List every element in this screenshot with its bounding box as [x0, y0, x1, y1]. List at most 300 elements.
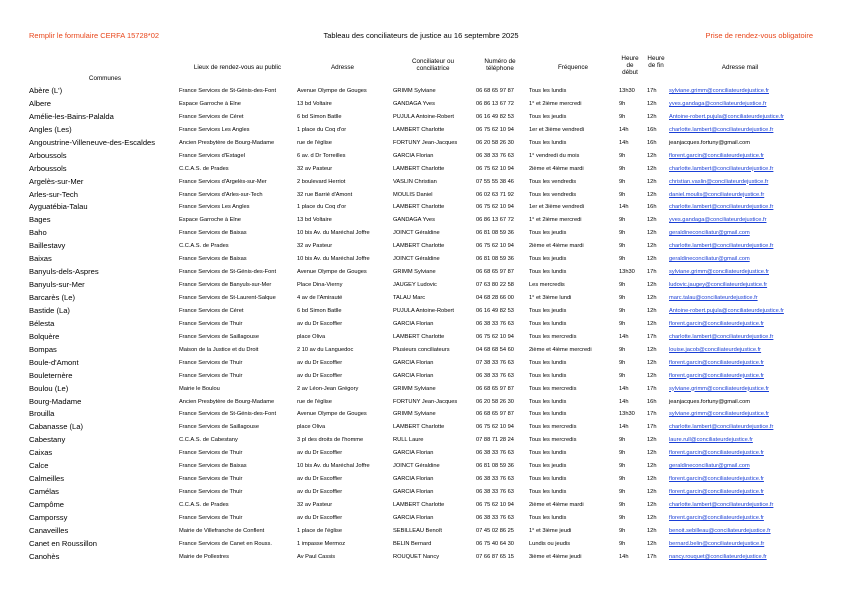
- conciliateur-cell: GARCIA Florian: [393, 372, 434, 379]
- commune-cell: Campôme: [29, 500, 65, 509]
- adresse-cell: av du Dr Escoffier: [297, 450, 343, 457]
- lieu-cell: France Services Les Angles: [179, 126, 250, 133]
- conciliateur-cell: TALAU Marc: [393, 295, 426, 301]
- frequence-cell: Tous les mercredis: [529, 424, 577, 431]
- heure-fin-cell: 12h: [647, 359, 657, 366]
- table-row: [0, 408, 842, 421]
- telephone-cell: 06 16 49 82 53: [476, 113, 514, 120]
- adresse-cell: 1 place du Coq d'or: [297, 126, 347, 133]
- table-row: [0, 551, 842, 564]
- lieu-cell: Maison de la Justice et du Droit: [179, 346, 259, 353]
- adresse-cell: Av Paul Cassis: [297, 553, 336, 560]
- header-adresse: Adresse: [330, 64, 355, 71]
- commune-cell: Banyuls-sur-Mer: [29, 280, 85, 290]
- adresse-cell: 1 impasse Mermoz: [297, 540, 346, 547]
- email-link[interactable]: yves.gandaga@conciliateurdejustice.fr: [669, 217, 767, 224]
- email-link[interactable]: florent.garcin@conciliateurdejustice.fr: [669, 320, 764, 327]
- heure-debut-cell: 9h: [619, 100, 626, 107]
- heure-debut-cell: 9h: [619, 450, 626, 457]
- email-link[interactable]: charlotte.lambert@conciliateurdejustice.fr: [669, 126, 774, 133]
- email-link[interactable]: ludovic.jaugey@conciliateurdejustice.fr: [669, 282, 768, 289]
- heure-fin-cell: 12h: [647, 372, 657, 379]
- email-link[interactable]: sylviane.grimm@conciliateurdejustice.fr: [669, 385, 769, 392]
- telephone-cell: 07 63 80 22 58: [476, 282, 514, 289]
- email-link[interactable]: florent.garcin@conciliateurdejustice.fr: [669, 476, 764, 483]
- table-row: [0, 383, 842, 396]
- heure-debut-cell: 9h: [619, 359, 626, 366]
- heure-fin-cell: 12h: [647, 100, 657, 107]
- email-link[interactable]: christian.vaslin@conciliateurdejustice.fr: [669, 178, 769, 185]
- table-row: [0, 460, 842, 473]
- frequence-cell: Tous les lundis: [529, 139, 567, 146]
- commune-cell: Caixas: [29, 448, 53, 458]
- frequence-cell: 1° vendredi du mois: [529, 152, 580, 159]
- conciliateur-cell: LAMBERT Charlotte: [393, 424, 445, 431]
- commune-cell: Bourg-Madame: [29, 396, 82, 406]
- adresse-cell: 32 rue Barrié d'Amont: [297, 191, 353, 198]
- heure-fin-cell: 12h: [647, 152, 657, 159]
- table-row: [0, 486, 842, 499]
- heure-debut-cell: 9h: [619, 307, 626, 314]
- email-link[interactable]: Antoine-robert.pujula@conciliateurdejustice.fr: [669, 307, 784, 314]
- adresse-cell: 13 bd Voltaire: [297, 100, 332, 107]
- frequence-cell: Tous les jeudis: [529, 230, 567, 237]
- conciliateur-cell: RULL Laure: [393, 437, 424, 444]
- table-row: [0, 98, 842, 111]
- telephone-cell: 06 38 33 76 63: [476, 372, 514, 379]
- conciliateur-cell: VASLIN Christian: [393, 178, 437, 185]
- table-row: [0, 176, 842, 189]
- cerfa-form-link[interactable]: Remplir le formulaire CERFA 15728*02: [29, 31, 160, 40]
- heure-fin-cell: 17h: [647, 269, 657, 276]
- table-row: [0, 512, 842, 525]
- conciliateur-cell: LAMBERT Charlotte: [393, 165, 445, 172]
- commune-cell: Baillestavy: [29, 241, 66, 251]
- adresse-cell: 32 av Pasteur: [297, 165, 333, 172]
- table-row: [0, 396, 842, 409]
- heure-debut-cell: 9h: [619, 217, 626, 224]
- telephone-cell: 06 38 33 76 63: [476, 320, 514, 327]
- heure-debut-cell: 9h: [619, 320, 626, 327]
- email-link[interactable]: florent.garcin@conciliateurdejustice.fr: [669, 489, 764, 496]
- heure-fin-cell: 16h: [647, 126, 657, 133]
- table-row: [0, 318, 842, 331]
- email-link[interactable]: charlotte.lambert@conciliateurdejustice.fr: [669, 502, 774, 508]
- table-body: [0, 85, 842, 564]
- telephone-cell: 06 20 58 26 30: [476, 398, 514, 405]
- table-row: [0, 525, 842, 538]
- adresse-cell: Avenue Olympe de Gouges: [297, 411, 367, 418]
- table-row: [0, 163, 842, 176]
- telephone-cell: 07 66 87 65 15: [476, 553, 514, 560]
- commune-cell: Boulou (Le): [29, 383, 69, 393]
- heure-debut-cell: 9h: [619, 540, 626, 547]
- email-link[interactable]: benoit.sebilleau@conciliateurdejustice.fr: [669, 527, 771, 534]
- email-link[interactable]: florent.garcin@conciliateurdejustice.fr: [669, 359, 764, 366]
- lieu-cell: France Services d'Arles-sur-Tech: [179, 191, 263, 198]
- email-link[interactable]: bernard.belin@conciliateurdejustice.fr: [669, 540, 765, 547]
- adresse-cell: 6 bd Simon Batlle: [297, 113, 342, 120]
- heure-fin-cell: 12h: [647, 113, 657, 120]
- commune-cell: Bouleternère: [29, 370, 73, 380]
- email-link[interactable]: laure.rull@conciliateurdejustice.fr: [669, 437, 753, 444]
- frequence-cell: Tous les lundis: [529, 320, 567, 327]
- table-row: [0, 279, 842, 292]
- lieu-cell: France Services de Thuir: [179, 450, 243, 457]
- heure-fin-cell: 12h: [647, 165, 657, 172]
- table-header: [0, 55, 842, 85]
- adresse-cell: 2 av Léon-Jean Grégory: [297, 385, 359, 392]
- commune-cell: Calce: [29, 461, 49, 471]
- heure-debut-cell: 9h: [619, 113, 626, 120]
- heure-debut-cell: 14h: [619, 333, 629, 340]
- frequence-cell: Tous les mercredis: [529, 437, 577, 444]
- telephone-cell: 06 75 62 10 94: [476, 243, 514, 250]
- commune-cell: Amélie-les-Bains-Palalda: [29, 111, 114, 121]
- heure-fin-cell: 17h: [647, 385, 657, 392]
- conciliateur-cell: FORTUNY Jean-Jacques: [393, 398, 458, 405]
- commune-cell: Albere: [29, 98, 51, 108]
- header-frequence: Fréquence: [557, 64, 589, 71]
- table-row: [0, 447, 842, 460]
- lieu-cell: France Services de Baixas: [179, 230, 247, 237]
- lieu-cell: France Services Les Angles: [179, 204, 250, 211]
- heure-debut-cell: 9h: [619, 243, 626, 250]
- table-row: [0, 266, 842, 279]
- header-conciliateur: Conciliateur ou conciliatrice: [411, 58, 454, 72]
- adresse-cell: 10 bis Av. du Maréchal Joffre: [297, 463, 370, 470]
- telephone-cell: 06 75 40 64 30: [476, 540, 514, 547]
- lieu-cell: France Services de Thuir: [179, 489, 243, 496]
- email-link[interactable]: yves.gandaga@conciliateurdejustice.fr: [669, 100, 767, 107]
- adresse-cell: rue de l'église: [297, 139, 332, 146]
- appointment-notice-link[interactable]: Prise de rendez-vous obligatoire: [705, 31, 813, 40]
- table-row: [0, 499, 842, 512]
- adresse-cell: rue de l'église: [297, 398, 332, 405]
- heure-fin-cell: 12h: [647, 346, 657, 353]
- frequence-cell: Lundis ou jeudis: [529, 540, 571, 547]
- conciliateur-cell: GARCIA Florian: [393, 489, 434, 496]
- lieu-cell: Mairie de Pollestres: [179, 553, 229, 560]
- heure-fin-cell: 12h: [647, 450, 657, 457]
- frequence-cell: 3ième et 4ième jeudi: [529, 553, 582, 560]
- lieu-cell: France Services d'Estagel: [179, 152, 245, 159]
- lieu-cell: Mairie de Villefranche de Conflent: [179, 527, 265, 534]
- table-row: [0, 201, 842, 214]
- frequence-cell: Tous les mercredis: [529, 385, 577, 392]
- heure-debut-cell: 9h: [619, 489, 626, 496]
- conciliateur-cell: Plusieurs conciliateurs: [393, 346, 450, 353]
- frequence-cell: Les mercredis: [529, 282, 565, 289]
- telephone-cell: 06 75 62 10 94: [476, 502, 514, 508]
- frequence-cell: Tous les lundis: [529, 514, 567, 521]
- telephone-cell: 06 38 33 76 63: [476, 514, 514, 521]
- adresse-cell: place Oliva: [297, 424, 326, 431]
- conciliateur-cell: GRIMM Sylviane: [393, 269, 436, 276]
- lieu-cell: C.C.A.S. de Prades: [179, 502, 229, 508]
- heure-fin-cell: 17h: [647, 333, 657, 340]
- conciliateur-cell: PUJULA Antoine-Robert: [393, 113, 455, 120]
- table-row: [0, 137, 842, 150]
- email-link[interactable]: charlotte.lambert@conciliateurdejustice.fr: [669, 424, 774, 431]
- frequence-cell: 2ième et 4ième mercredi: [529, 346, 592, 353]
- email-link[interactable]: geraldineconciliatur@gmail.com: [669, 463, 750, 470]
- adresse-cell: 32 av Pasteur: [297, 502, 333, 508]
- lieu-cell: France Services de Thuir: [179, 514, 243, 521]
- heure-debut-cell: 9h: [619, 463, 626, 470]
- heure-debut-cell: 9h: [619, 191, 626, 198]
- table-row: [0, 214, 842, 227]
- email-link[interactable]: florent.garcin@conciliateurdejustice.fr: [669, 514, 764, 521]
- lieu-cell: France Services de Thuir: [179, 359, 243, 366]
- conciliateur-cell: LAMBERT Charlotte: [393, 126, 445, 133]
- email-link[interactable]: daniel.moulis@conciliateurdejustice.fr: [669, 191, 765, 198]
- email-link[interactable]: sylviane.grimm@conciliateurdejustice.fr: [669, 269, 769, 276]
- heure-fin-cell: 12h: [647, 282, 657, 289]
- adresse-cell: 32 av Pasteur: [297, 243, 333, 250]
- heure-debut-cell: 9h: [619, 476, 626, 483]
- header-heure-fin: Heure de fin: [647, 55, 665, 69]
- conciliateur-cell: LAMBERT Charlotte: [393, 333, 445, 340]
- heure-fin-cell: 12h: [647, 320, 657, 327]
- heure-fin-cell: 17h: [647, 88, 657, 94]
- email-link[interactable]: geraldineconciliatur@gmail.com: [669, 256, 750, 263]
- telephone-cell: 06 68 65 97 87: [476, 411, 514, 418]
- telephone-cell: 06 20 58 26 30: [476, 139, 514, 146]
- heure-debut-cell: 9h: [619, 152, 626, 159]
- heure-fin-cell: 12h: [647, 178, 657, 185]
- frequence-cell: Tous les lundis: [529, 398, 567, 405]
- commune-cell: Cabestany: [29, 435, 66, 445]
- lieu-cell: France Services de St-Laurent-Salque: [179, 295, 276, 301]
- table-row: [0, 370, 842, 383]
- heure-debut-cell: 14h: [619, 424, 629, 431]
- heure-debut-cell: 9h: [619, 256, 626, 263]
- conciliateur-cell: ROUQUET Nancy: [393, 553, 440, 560]
- adresse-cell: av du Dr Escoffier: [297, 359, 343, 366]
- conciliateur-cell: JOINCT Géraldine: [393, 463, 440, 470]
- header-adresse-mail: Adresse mail: [721, 64, 759, 71]
- commune-cell: Arles-sur-Tech: [29, 189, 78, 199]
- telephone-cell: 06 75 62 10 94: [476, 165, 514, 172]
- conciliateur-cell: MOULIS Daniel: [393, 191, 433, 198]
- adresse-cell: Place Dina-Vierny: [297, 282, 343, 289]
- lieu-cell: France Services de Baixas: [179, 256, 247, 263]
- heure-fin-cell: 12h: [647, 191, 657, 198]
- adresse-cell: av du Dr Escoffier: [297, 320, 343, 327]
- frequence-cell: Tous les lundis: [529, 372, 567, 379]
- conciliateur-cell: JOINCT Géraldine: [393, 230, 440, 237]
- table-row: [0, 538, 842, 551]
- table-row: [0, 124, 842, 137]
- page-title: Tableau des conciliateurs de justice au 16 septembre 2025: [323, 31, 519, 40]
- conciliateur-cell: GARCIA Florian: [393, 476, 434, 483]
- commune-cell: Baho: [29, 228, 47, 238]
- heure-fin-cell: 12h: [647, 489, 657, 496]
- telephone-cell: 06 38 33 76 63: [476, 152, 514, 159]
- telephone-cell: 07 45 02 86 25: [476, 527, 514, 534]
- heure-debut-cell: 9h: [619, 165, 626, 172]
- email-link[interactable]: florent.garcin@conciliateurdejustice.fr: [669, 152, 764, 159]
- adresse-cell: 10 bis Av. du Maréchal Joffre: [297, 256, 370, 263]
- heure-debut-cell: 9h: [619, 295, 626, 301]
- header-heure-debut: Heure de début: [621, 55, 639, 76]
- commune-cell: Bolquère: [29, 331, 60, 341]
- email-link[interactable]: charlotte.lambert@conciliateurdejustice.fr: [669, 165, 774, 172]
- adresse-cell: av du Dr Escoffier: [297, 514, 343, 521]
- commune-cell: Calmeilles: [29, 474, 65, 484]
- lieu-cell: France Services de Canet en Rouss.: [179, 540, 272, 547]
- heure-debut-cell: 13h30: [619, 411, 635, 418]
- conciliateur-cell: SEBILLEAU Benoît: [393, 527, 443, 534]
- commune-cell: Brouilla: [29, 409, 55, 419]
- table-row: [0, 434, 842, 447]
- telephone-cell: 04 68 68 54 60: [476, 346, 514, 353]
- heure-debut-cell: 14h: [619, 398, 629, 405]
- email-link[interactable]: sylviane.grimm@conciliateurdejustice.fr: [669, 411, 769, 418]
- heure-fin-cell: 12h: [647, 476, 657, 483]
- commune-cell: Abère (L'): [29, 86, 63, 95]
- telephone-cell: 06 81 08 59 36: [476, 463, 514, 470]
- heure-debut-cell: 9h: [619, 437, 626, 444]
- telephone-cell: 06 75 62 10 94: [476, 204, 514, 211]
- adresse-cell: Avenue Olympe de Gouges: [297, 88, 367, 94]
- heure-fin-cell: 12h: [647, 437, 657, 444]
- heure-debut-cell: 9h: [619, 346, 626, 353]
- lieu-cell: France Services de Céret: [179, 113, 244, 120]
- commune-cell: Bastide (La): [29, 305, 70, 315]
- email-link[interactable]: louise.jacob@conciliateurdejustice.fr: [669, 346, 762, 353]
- frequence-cell: Tous les lundis: [529, 489, 567, 496]
- table-row: [0, 85, 842, 98]
- table-row: [0, 253, 842, 266]
- lieu-cell: C.C.A.S. de Cabestany: [179, 437, 238, 444]
- heure-fin-cell: 16h: [647, 204, 657, 211]
- heure-debut-cell: 9h: [619, 282, 626, 289]
- lieu-cell: France Services de Banyuls-sur-Mer: [179, 282, 272, 289]
- lieu-cell: Ancien Presbytère de Bourg-Madame: [179, 398, 275, 405]
- table-row: [0, 421, 842, 434]
- telephone-cell: 06 68 65 97 87: [476, 88, 514, 94]
- lieu-cell: France Services de Baixas: [179, 463, 247, 470]
- header-lieux: Lieux de rendez-vous au public: [193, 64, 282, 71]
- conciliateur-cell: JOINCT Géraldine: [393, 256, 440, 263]
- commune-cell: Argelès-sur-Mer: [29, 176, 84, 186]
- email-link[interactable]: charlotte.lambert@conciliateurdejustice.fr: [669, 204, 774, 211]
- email-link[interactable]: charlotte.lambert@conciliateurdejustice.fr: [669, 243, 774, 250]
- heure-debut-cell: 9h: [619, 178, 626, 185]
- conciliateur-cell: LAMBERT Charlotte: [393, 502, 445, 508]
- email-link[interactable]: florent.garcin@conciliateurdejustice.fr: [669, 372, 764, 379]
- table-row: [0, 331, 842, 344]
- heure-debut-cell: 14h: [619, 385, 629, 392]
- heure-fin-cell: 17h: [647, 411, 657, 418]
- frequence-cell: 1° et 3ième lundi: [529, 295, 572, 301]
- heure-fin-cell: 12h: [647, 540, 657, 547]
- lieu-cell: Ancien Presbytère de Bourg-Madame: [179, 139, 275, 146]
- frequence-cell: Tous les mercredis: [529, 333, 577, 340]
- telephone-cell: 06 86 13 67 72: [476, 100, 514, 107]
- telephone-cell: 06 86 13 67 72: [476, 217, 514, 224]
- frequence-cell: 1° et 3ième jeudi: [529, 527, 572, 534]
- commune-cell: Canohès: [29, 551, 60, 561]
- email-link[interactable]: nancy.rouquet@conciliateurdejustice.fr: [669, 553, 767, 560]
- telephone-cell: 06 81 08 59 36: [476, 256, 514, 263]
- commune-cell: Bélesta: [29, 318, 55, 328]
- frequence-cell: Tous les lundis: [529, 269, 567, 276]
- lieu-cell: C.C.A.S. de Prades: [179, 165, 229, 172]
- conciliateur-cell: GRIMM Sylviane: [393, 385, 436, 392]
- frequence-cell: Tous les vendredis: [529, 191, 577, 198]
- heure-fin-cell: 12h: [647, 502, 657, 508]
- telephone-cell: 06 81 08 59 36: [476, 230, 514, 237]
- lieu-cell: Mairie le Boulou: [179, 385, 220, 392]
- header-communes: Communes: [88, 75, 122, 82]
- email-link: jeanjacques.fortuny@gmail.com: [669, 398, 751, 405]
- telephone-cell: 06 38 33 76 63: [476, 476, 514, 483]
- heure-fin-cell: 12h: [647, 463, 657, 470]
- email-link[interactable]: Antoine-robert.pujula@conciliateurdejustice.fr: [669, 113, 784, 120]
- frequence-cell: 1° et 2ième mercredi: [529, 217, 582, 224]
- conciliateur-cell: GARCIA Florian: [393, 359, 434, 366]
- adresse-cell: 2 10 av du Languedoc: [297, 346, 354, 353]
- lieu-cell: Espace Garroche à Elne: [179, 100, 241, 107]
- adresse-cell: av du Dr Escoffier: [297, 489, 343, 496]
- telephone-cell: 06 75 62 10 94: [476, 333, 514, 340]
- telephone-cell: 06 38 33 76 63: [476, 450, 514, 457]
- lieu-cell: Espace Garroche à Elne: [179, 217, 241, 224]
- lieu-cell: France Services de Thuir: [179, 476, 243, 483]
- heure-fin-cell: 17h: [647, 424, 657, 431]
- table-row: [0, 357, 842, 370]
- telephone-cell: 06 68 65 97 87: [476, 385, 514, 392]
- frequence-cell: 2ième et 4ième mardi: [529, 243, 584, 250]
- lieu-cell: France Services de St-Génis-des-Font: [179, 88, 277, 94]
- table-row: [0, 292, 842, 305]
- email-link[interactable]: charlotte.lambert@conciliateurdejustice.fr: [669, 333, 774, 340]
- commune-cell: Arboussols: [29, 150, 67, 160]
- telephone-cell: 07 88 71 28 24: [476, 437, 514, 444]
- email-link[interactable]: florent.garcin@conciliateurdejustice.fr: [669, 450, 764, 457]
- conciliateur-cell: GANDAGA Yves: [393, 217, 435, 224]
- email-link[interactable]: geraldineconciliatur@gmail.com: [669, 230, 750, 237]
- frequence-cell: 2ième et 4ième mardi: [529, 165, 584, 172]
- conciliateur-cell: GARCIA Florian: [393, 514, 434, 521]
- frequence-cell: 1er et 3ième vendredi: [529, 204, 585, 211]
- frequence-cell: Tous les lundis: [529, 476, 567, 483]
- email-link[interactable]: marc.talau@conciliateurdejustice.fr: [669, 295, 758, 301]
- heure-fin-cell: 12h: [647, 307, 657, 314]
- telephone-cell: 06 75 62 10 94: [476, 126, 514, 133]
- table-row: [0, 240, 842, 253]
- adresse-cell: av du Dr Escoffier: [297, 476, 343, 483]
- conciliateur-cell: PUJULA Antoine-Robert: [393, 307, 455, 314]
- frequence-cell: 2ième et 4ième mardi: [529, 502, 584, 508]
- heure-fin-cell: 12h: [647, 243, 657, 250]
- table-row: [0, 473, 842, 486]
- heure-debut-cell: 9h: [619, 372, 626, 379]
- lieu-cell: France Services de Céret: [179, 307, 244, 314]
- telephone-cell: 04 68 28 66 00: [476, 295, 514, 301]
- telephone-cell: 07 55 55 38 46: [476, 178, 514, 185]
- conciliateur-cell: LAMBERT Charlotte: [393, 243, 445, 250]
- commune-cell: Canaveilles: [29, 525, 69, 535]
- heure-debut-cell: 9h: [619, 527, 626, 534]
- telephone-cell: 06 02 63 71 92: [476, 191, 514, 198]
- conciliateur-cell: BELIN Bernard: [393, 540, 432, 547]
- email-link[interactable]: sylviane.grimm@conciliateurdejustice.fr: [669, 88, 769, 94]
- conciliateur-cell: GRIMM Sylviane: [393, 411, 436, 418]
